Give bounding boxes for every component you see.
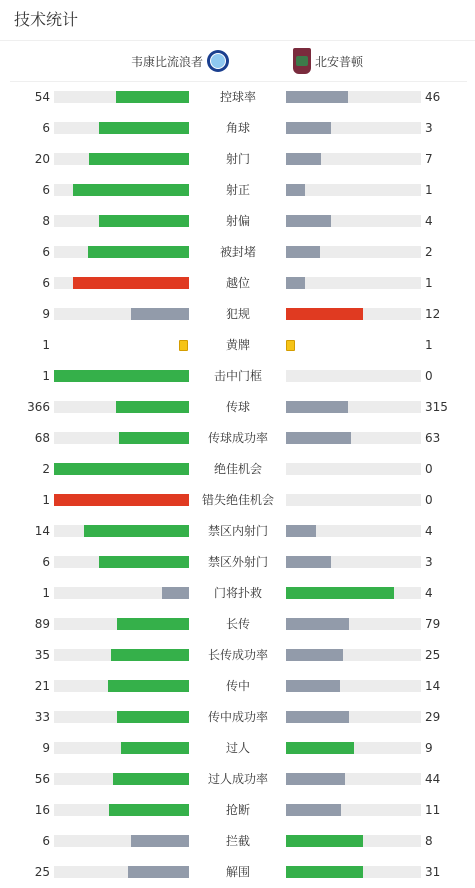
- home-stat-bar: [73, 277, 189, 289]
- stat-label: 角球: [225, 121, 250, 135]
- stat-label: 射正: [225, 183, 250, 197]
- away-stat-bar: [286, 711, 349, 723]
- stat-row: [0, 671, 475, 702]
- home-stat-value: 20: [34, 152, 50, 166]
- stat-row: [0, 268, 475, 299]
- away-team-name: 北安普顿: [315, 54, 364, 69]
- stat-row: [0, 702, 475, 733]
- away-stat-bar: [286, 401, 348, 413]
- stat-row: [0, 144, 475, 175]
- away-stat-bar: [286, 432, 351, 444]
- home-stat-bar: [128, 866, 189, 878]
- home-stat-value: 6: [42, 121, 50, 135]
- away-stat-bar-track: [286, 649, 421, 661]
- home-stat-bar: [99, 556, 189, 568]
- stat-label: 击中门框: [213, 369, 262, 383]
- home-stat-value: 6: [42, 245, 50, 259]
- home-stat-value: 33: [34, 710, 50, 724]
- home-stat-bar-track: [54, 432, 189, 444]
- away-stat-bar-track: [286, 680, 421, 692]
- away-stat-bar: [286, 742, 354, 754]
- home-stat-bar: [108, 680, 189, 692]
- stat-row: [0, 857, 475, 888]
- stat-label: 被封堵: [219, 245, 256, 259]
- away-stat-value: 4: [425, 524, 433, 538]
- stat-row: [0, 423, 475, 454]
- stat-label: 传球: [225, 400, 250, 414]
- home-stat-bar: [117, 711, 189, 723]
- away-stat-bar: [286, 649, 343, 661]
- home-stat-value: 54: [34, 90, 50, 104]
- home-stat-bar: [116, 401, 189, 413]
- stat-row: [0, 547, 475, 578]
- home-stat-bar-track: [54, 773, 189, 785]
- home-stat-bar-track: [54, 866, 189, 878]
- home-stat-value: 2: [42, 462, 50, 476]
- away-stat-bar: [286, 773, 345, 785]
- away-stat-value: 14: [425, 679, 441, 693]
- stat-label: 传球成功率: [207, 431, 268, 445]
- home-stat-bar-track: [54, 91, 189, 103]
- away-stat-value: 12: [425, 307, 441, 321]
- away-stat-bar-track: [286, 711, 421, 723]
- away-stat-bar: [286, 277, 305, 289]
- home-team[interactable]: [131, 41, 229, 81]
- home-stat-value: 1: [42, 338, 50, 352]
- stat-label: 黄牌: [225, 338, 250, 352]
- stat-label: 传中成功率: [207, 710, 268, 724]
- away-stat-bar-track: [286, 835, 421, 847]
- home-stat-value: 8: [42, 214, 50, 228]
- away-stat-bar-track: [286, 494, 421, 506]
- home-stat-bar-track: [54, 680, 189, 692]
- stat-label: 绝佳机会: [213, 462, 262, 476]
- away-stat-bar-track: [286, 804, 421, 816]
- stat-row: [0, 454, 475, 485]
- away-stat-bar-track: [286, 866, 421, 878]
- section-title: 技术统计: [0, 0, 475, 41]
- yellow-card-icon: [286, 340, 295, 351]
- away-stat-value: 0: [425, 462, 433, 476]
- away-stat-bar-track: [286, 122, 421, 134]
- home-stat-value: 25: [34, 865, 50, 879]
- home-stat-value: 9: [42, 307, 50, 321]
- home-stat-bar-track: [54, 215, 189, 227]
- away-stat-value: 1: [425, 276, 433, 290]
- away-stat-bar-track: [286, 525, 421, 537]
- stat-label: 犯规: [225, 307, 250, 321]
- away-stat-bar: [286, 680, 340, 692]
- stat-label: 射偏: [225, 214, 250, 228]
- away-stat-value: 2: [425, 245, 433, 259]
- home-stat-bar-track: [54, 556, 189, 568]
- away-stat-bar: [286, 525, 316, 537]
- away-stat-value: 63: [425, 431, 441, 445]
- home-team-crest-icon: [207, 50, 229, 72]
- home-stat-bar-track: [54, 525, 189, 537]
- stat-label: 长传成功率: [207, 648, 268, 662]
- away-stat-bar: [286, 835, 363, 847]
- home-stat-bar: [54, 370, 189, 382]
- home-stat-value: 6: [42, 276, 50, 290]
- home-stat-bar: [88, 246, 189, 258]
- stat-row: [0, 237, 475, 268]
- stat-row: [0, 826, 475, 857]
- stat-row: [0, 764, 475, 795]
- stat-label: 长传: [225, 617, 250, 631]
- home-stat-value: 21: [34, 679, 50, 693]
- home-stat-value: 16: [34, 803, 50, 817]
- away-stat-value: 31: [425, 865, 441, 879]
- stat-label: 错失绝佳机会: [201, 493, 274, 507]
- stat-label: 射门: [225, 152, 250, 166]
- stat-label: 控球率: [219, 90, 256, 104]
- home-stat-bar: [121, 742, 189, 754]
- stat-row: [0, 299, 475, 330]
- away-stat-value: 1: [425, 338, 433, 352]
- home-stat-bar-track: [54, 246, 189, 258]
- away-stat-value: 3: [425, 121, 433, 135]
- away-stat-bar-track: [286, 432, 421, 444]
- stat-row: [0, 609, 475, 640]
- away-stat-bar-track: [286, 308, 421, 320]
- away-stat-value: 25: [425, 648, 441, 662]
- home-stat-bar-track: [54, 401, 189, 413]
- stats-list: [0, 82, 475, 888]
- away-stat-bar: [286, 184, 305, 196]
- stat-label: 解围: [225, 865, 250, 879]
- stat-label: 禁区内射门: [207, 524, 268, 538]
- home-stat-bar-track: [54, 122, 189, 134]
- yellow-card-icon: [179, 340, 188, 351]
- home-stat-value: 9: [42, 741, 50, 755]
- away-stat-bar-track: [286, 153, 421, 165]
- stat-label: 传中: [225, 679, 250, 693]
- home-stat-bar-track: [54, 153, 189, 165]
- home-stat-value: 6: [42, 555, 50, 569]
- home-stat-value: 1: [42, 586, 50, 600]
- home-stat-bar: [162, 587, 189, 599]
- stat-label: 门将扑救: [213, 586, 262, 600]
- stat-row: [0, 485, 475, 516]
- away-stat-value: 3: [425, 555, 433, 569]
- away-stat-value: 0: [425, 493, 433, 507]
- away-stat-value: 29: [425, 710, 441, 724]
- away-stat-bar-track: [286, 370, 421, 382]
- home-stat-value: 1: [42, 369, 50, 383]
- away-stat-value: 7: [425, 152, 433, 166]
- home-stat-value: 35: [34, 648, 50, 662]
- home-stat-bar: [73, 184, 189, 196]
- home-stat-bar-track: [54, 804, 189, 816]
- stat-label: 拦截: [225, 834, 250, 848]
- home-stat-bar-track: [54, 835, 189, 847]
- stat-row: [0, 578, 475, 609]
- home-stat-bar-track: [54, 463, 189, 475]
- away-stat-bar-track: [286, 742, 421, 754]
- home-stat-bar: [113, 773, 189, 785]
- away-stat-value: 1: [425, 183, 433, 197]
- home-stat-bar: [117, 618, 189, 630]
- home-stat-bar-track: [54, 587, 189, 599]
- stat-label: 过人成功率: [207, 772, 268, 786]
- home-stat-bar-track: [54, 649, 189, 661]
- stat-row: [0, 795, 475, 826]
- away-stat-bar-track: [286, 401, 421, 413]
- away-stat-bar: [286, 215, 331, 227]
- away-stat-bar-track: [286, 556, 421, 568]
- home-stat-bar: [131, 835, 189, 847]
- away-stat-value: 8: [425, 834, 433, 848]
- stat-label: 抢断: [225, 803, 250, 817]
- stat-label: 禁区外射门: [207, 555, 268, 569]
- home-stat-bar-track: [54, 618, 189, 630]
- away-stat-value: 9: [425, 741, 433, 755]
- away-stat-bar-track: [286, 277, 421, 289]
- home-stat-value: 1: [42, 493, 50, 507]
- away-stat-bar: [286, 804, 341, 816]
- away-stat-bar-track: [286, 773, 421, 785]
- stat-label: 越位: [225, 276, 250, 290]
- stat-row: [0, 733, 475, 764]
- home-stat-value: 6: [42, 834, 50, 848]
- home-stat-bar: [109, 804, 189, 816]
- away-stat-bar-track: [286, 215, 421, 227]
- home-stat-bar-track: [54, 711, 189, 723]
- away-stat-bar: [286, 556, 331, 568]
- away-stat-bar: [286, 153, 321, 165]
- home-stat-bar: [119, 432, 189, 444]
- away-stat-bar: [286, 618, 349, 630]
- home-stat-bar-track: [54, 742, 189, 754]
- home-stat-bar-track: [54, 494, 189, 506]
- home-stat-value: 89: [34, 617, 50, 631]
- away-stat-bar: [286, 122, 331, 134]
- home-stat-bar: [99, 215, 189, 227]
- teams-header: [10, 41, 467, 82]
- away-stat-bar: [286, 246, 320, 258]
- away-team[interactable]: [293, 41, 363, 81]
- away-stat-bar-track: [286, 246, 421, 258]
- home-stat-value: 14: [34, 524, 50, 538]
- home-stat-bar: [89, 153, 189, 165]
- away-stat-value: 0: [425, 369, 433, 383]
- stat-row: [0, 206, 475, 237]
- away-stat-bar: [286, 587, 394, 599]
- home-stat-bar: [54, 463, 189, 475]
- stat-label: 过人: [225, 741, 250, 755]
- home-stat-bar: [116, 91, 189, 103]
- away-stat-value: 44: [425, 772, 441, 786]
- stat-row: [0, 175, 475, 206]
- away-stat-bar: [286, 866, 363, 878]
- away-stat-bar-track: [286, 587, 421, 599]
- home-stat-value: 56: [34, 772, 50, 786]
- home-stat-bar: [99, 122, 189, 134]
- stat-row: [0, 330, 475, 361]
- home-stat-value: 68: [34, 431, 50, 445]
- home-stat-bar: [84, 525, 189, 537]
- away-stat-bar-track: [286, 91, 421, 103]
- away-stat-bar-track: [286, 618, 421, 630]
- away-stat-bar-track: [286, 184, 421, 196]
- away-stat-bar-track: [286, 463, 421, 475]
- stat-row: [0, 640, 475, 671]
- home-stat-bar-track: [54, 277, 189, 289]
- home-stat-value: 6: [42, 183, 50, 197]
- away-stat-value: 4: [425, 586, 433, 600]
- home-stat-bar: [111, 649, 189, 661]
- away-team-crest-icon: [293, 48, 311, 74]
- home-stat-bar: [54, 494, 189, 506]
- home-stat-bar-track: [54, 184, 189, 196]
- stat-row: [0, 113, 475, 144]
- away-stat-bar: [286, 308, 363, 320]
- away-stat-bar: [286, 91, 348, 103]
- away-stat-value: 11: [425, 803, 441, 817]
- home-team-name: 韦康比流浪者: [130, 54, 203, 69]
- home-stat-bar: [131, 308, 189, 320]
- stat-row: [0, 516, 475, 547]
- away-stat-value: 4: [425, 214, 433, 228]
- stat-row: [0, 361, 475, 392]
- home-stat-value: 366: [27, 400, 50, 414]
- away-stat-value: 46: [425, 90, 441, 104]
- stat-row: [0, 392, 475, 423]
- away-stat-value: 315: [425, 400, 448, 414]
- home-stat-bar-track: [54, 308, 189, 320]
- away-stat-value: 79: [425, 617, 441, 631]
- stat-row: [0, 82, 475, 113]
- home-stat-bar-track: [54, 370, 189, 382]
